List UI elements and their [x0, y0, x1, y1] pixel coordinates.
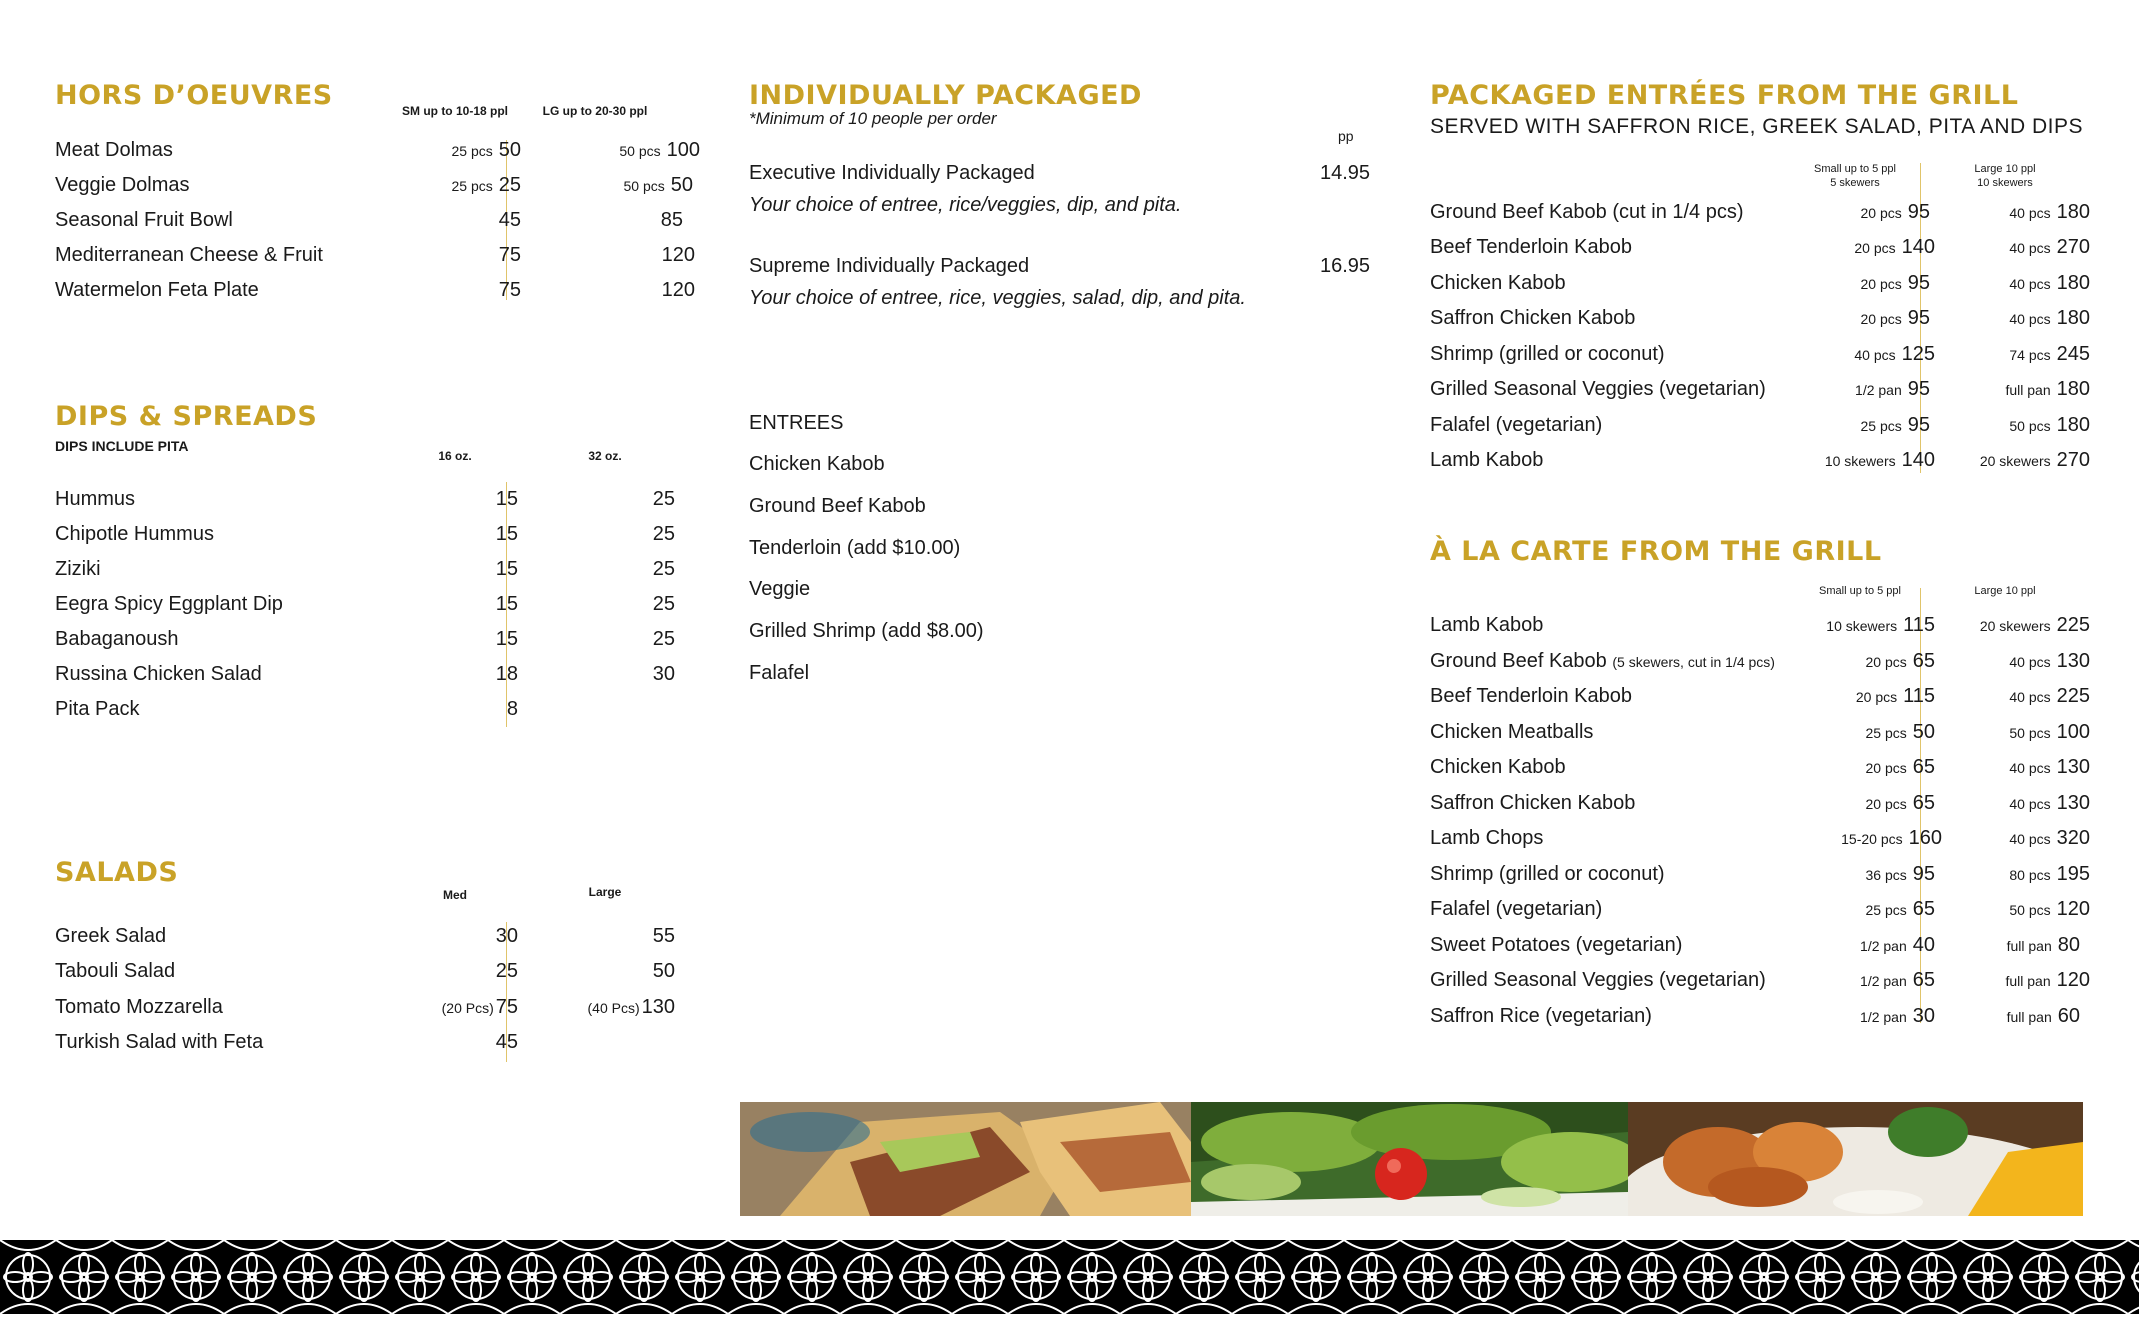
list-item: [55, 554, 675, 584]
item-small: 25: [495, 960, 518, 982]
entree-item: Falafel: [749, 662, 810, 684]
individual-note: *Minimum of 10 people per order: [749, 109, 997, 128]
dips-col-small: 16 oz.: [438, 449, 472, 463]
list-item: [55, 275, 695, 305]
pp-label: pp: [1338, 128, 1354, 144]
item-name: Greek Salad: [55, 925, 167, 947]
item-large: 25: [652, 488, 675, 510]
table-row: [1430, 1001, 2090, 1031]
table-row: [1430, 303, 2090, 333]
item-small: 30: [495, 925, 518, 947]
table-row: [1430, 197, 2090, 227]
table-row: [1430, 752, 2090, 782]
item-large: 50 pcs 120: [2009, 898, 2090, 920]
item-small: 20 pcs 95: [1860, 201, 1930, 223]
item-name: Turkish Salad with Feta: [55, 1031, 264, 1053]
table-row: [1430, 445, 2090, 475]
entree-item: Grilled Shrimp (add $8.00): [749, 620, 984, 642]
item-large: 40 pcs 130: [2009, 650, 2090, 672]
item-name: Shrimp (grilled or coconut): [1430, 343, 1665, 365]
item-name: Babaganoush: [55, 628, 179, 650]
item-small: 40 pcs 125: [1854, 343, 1935, 365]
alacarte-col-large: Large 10 ppl: [1974, 585, 2036, 597]
item-small: 15: [495, 488, 518, 510]
item-large: 120: [661, 244, 695, 266]
item-name: Falafel (vegetarian): [1430, 414, 1603, 436]
item-name: Ground Beef Kabob (cut in 1/4 pcs): [1430, 201, 1744, 223]
item-small: 15-20 pcs 160: [1841, 827, 1942, 849]
list-item: [55, 135, 700, 165]
item-name: Eegra Spicy Eggplant Dip: [55, 593, 283, 615]
item-small: 8: [506, 698, 518, 720]
item-large: 40 pcs 130: [2009, 792, 2090, 814]
table-row: [1430, 646, 2090, 676]
item-name: Russina Chicken Salad: [55, 663, 262, 685]
table-row: [1430, 788, 2090, 818]
table-row: [1430, 930, 2090, 960]
package-name: Executive Individually Packaged: [749, 162, 1035, 184]
item-small: 25 pcs 65: [1865, 898, 1935, 920]
item-small: 15: [495, 558, 518, 580]
salads-col-small: Med: [443, 888, 467, 902]
list-item: [55, 624, 675, 654]
item-name: Watermelon Feta Plate: [55, 279, 259, 301]
item-large: 40 pcs 180: [2009, 272, 2090, 294]
item-small: 1/2 pan 30: [1860, 1005, 1935, 1027]
item-large: 85: [660, 209, 683, 231]
item-large: 25: [652, 558, 675, 580]
item-name: Beef Tenderloin Kabob: [1430, 236, 1633, 258]
list-item: [55, 956, 675, 986]
item-large: 50 pcs 100: [619, 139, 700, 161]
item-name: Lamb Chops: [1430, 827, 1544, 849]
table-row: [1430, 894, 2090, 924]
item-name: Lamb Kabob: [1430, 614, 1544, 636]
wrap-sandwich-photo: [740, 1102, 1191, 1216]
item-small: 20 pcs 65: [1865, 792, 1935, 814]
item-name: Falafel (vegetarian): [1430, 898, 1603, 920]
item-large: 50 pcs 50: [623, 174, 693, 196]
item-name: Ground Beef Kabob (5 skewers, cut in 1/4 pcs): [1430, 650, 1775, 672]
item-name: Sweet Potatoes (vegetarian): [1430, 934, 1683, 956]
hors-title: HORS D’OEUVRES: [55, 80, 333, 111]
salads-col-large: Large: [588, 885, 622, 899]
entree-item: Tenderloin (add $10.00): [749, 537, 961, 559]
item-large: 25: [652, 593, 675, 615]
item-small: 75: [498, 279, 521, 301]
decorative-pattern-band: [0, 1240, 2139, 1314]
packaged-title: PACKAGED ENTRÉES FROM THE GRILL: [1430, 80, 2019, 111]
item-name: Grilled Seasonal Veggies (vegetarian): [1430, 969, 1766, 991]
table-row: [1430, 339, 2090, 369]
item-name: Beef Tenderloin Kabob: [1430, 685, 1633, 707]
list-item: [55, 519, 675, 549]
item-large: 25: [652, 628, 675, 650]
item-name: Saffron Chicken Kabob: [1430, 792, 1636, 814]
package-price: 14.95: [1320, 162, 1371, 184]
item-large: 20 skewers 270: [1979, 449, 2090, 471]
item-name: Grilled Seasonal Veggies (vegetarian): [1430, 378, 1766, 400]
item-name: Mediterranean Cheese & Fruit: [55, 244, 323, 266]
item-large: full pan 80: [2006, 934, 2080, 956]
alacarte-title: À LA CARTE FROM THE GRILL: [1430, 536, 1882, 567]
item-small: 1/2 pan 95: [1855, 378, 1930, 400]
packaged-subtitle: SERVED WITH SAFFRON RICE, GREEK SALAD, PITA AND DIPS: [1430, 115, 2084, 138]
item-name: Pita Pack: [55, 698, 140, 720]
table-row: [1430, 610, 2090, 640]
item-large: 40 pcs 320: [2009, 827, 2090, 849]
item-small: 20 pcs 95: [1860, 272, 1930, 294]
list-item: [55, 992, 675, 1022]
item-large: 25: [652, 523, 675, 545]
item-large: 120: [661, 279, 695, 301]
list-item: [55, 205, 683, 235]
item-small: 1/2 pan 40: [1860, 934, 1935, 956]
dips-col-large: 32 oz.: [588, 449, 622, 463]
item-large: 55: [652, 925, 675, 947]
list-item: [55, 170, 693, 200]
item-large: 74 pcs 245: [2009, 343, 2090, 365]
table-row: [1430, 717, 2090, 747]
item-small: 20 pcs 115: [1855, 685, 1935, 707]
item-name: Lamb Kabob: [1430, 449, 1544, 471]
item-large: full pan 180: [2005, 378, 2090, 400]
package-name: Supreme Individually Packaged: [749, 255, 1030, 277]
item-small: 25 pcs 25: [451, 174, 521, 196]
item-small: 1/2 pan 65: [1860, 969, 1935, 991]
dips-subtitle: DIPS INCLUDE PITA: [55, 438, 189, 454]
item-large: 40 pcs 180: [2009, 307, 2090, 329]
item-small: 20 pcs 65: [1865, 650, 1935, 672]
item-small: 25 pcs 95: [1860, 414, 1930, 436]
item-small: 20 pcs 65: [1865, 756, 1935, 778]
item-name: Chicken Meatballs: [1430, 721, 1594, 743]
salad-photo: [1191, 1102, 1628, 1216]
item-small: 10 skewers 140: [1824, 449, 1935, 471]
item-name: Chicken Kabob: [1430, 756, 1566, 778]
list-item: [55, 1027, 645, 1057]
list-item: [55, 240, 695, 270]
list-item: [55, 589, 675, 619]
item-small: 75: [498, 244, 521, 266]
item-large: 50 pcs 180: [2009, 414, 2090, 436]
item-large: full pan 120: [2005, 969, 2090, 991]
packaged-col-large: Large 10 ppl 10 skewers: [1974, 163, 2036, 189]
hors-col-small: SM up to 10-18 ppl: [401, 104, 508, 118]
list-item: [55, 659, 675, 689]
item-name: Seasonal Fruit Bowl: [55, 209, 233, 231]
item-name: Shrimp (grilled or coconut): [1430, 863, 1665, 885]
list-item: [55, 694, 645, 724]
item-name: Saffron Chicken Kabob: [1430, 307, 1636, 329]
alacarte-col-small: Small up to 5 ppl: [1819, 585, 1901, 597]
shrimp-photo: [1628, 1102, 2083, 1216]
item-small: 36 pcs 95: [1865, 863, 1935, 885]
individual-title: INDIVIDUALLY PACKAGED: [749, 80, 1142, 111]
table-row: [1430, 681, 2090, 711]
item-name: Hummus: [55, 488, 136, 510]
item-large: 30: [652, 663, 675, 685]
item-small: 25 pcs 50: [1865, 721, 1935, 743]
item-large: full pan 60: [2006, 1005, 2080, 1027]
item-name: Saffron Rice (vegetarian): [1430, 1005, 1652, 1027]
dips-title: DIPS & SPREADS: [55, 401, 318, 432]
item-small: 25 pcs 50: [451, 139, 521, 161]
table-row: [1430, 410, 2090, 440]
item-small: 15: [495, 593, 518, 615]
table-row: [1430, 965, 2090, 995]
item-small: 20 pcs 95: [1860, 307, 1930, 329]
item-small: 45: [498, 209, 521, 231]
item-large: 40 pcs 130: [2009, 756, 2090, 778]
item-small: 10 skewers 115: [1826, 614, 1935, 636]
item-large: 50 pcs 100: [2009, 721, 2090, 743]
entrees-title: ENTREES: [749, 412, 844, 434]
item-small: 18: [495, 663, 518, 685]
item-small: 45: [495, 1031, 518, 1053]
item-large: 40 pcs 225: [2009, 685, 2090, 707]
package-desc: Your choice of entree, rice/veggies, dip, and pita.: [749, 194, 1182, 216]
item-small: 15: [495, 628, 518, 650]
item-name: Chicken Kabob: [1430, 272, 1566, 294]
item-name: Veggie Dolmas: [55, 174, 190, 196]
list-item: [55, 484, 675, 514]
table-row: [1430, 374, 2090, 404]
item-name: Meat Dolmas: [55, 139, 173, 161]
hors-col-large: LG up to 20-30 ppl: [542, 104, 648, 118]
salads-title: SALADS: [55, 857, 179, 888]
item-name: Tabouli Salad: [55, 960, 176, 982]
entree-item: Chicken Kabob: [749, 453, 885, 475]
list-item: [55, 921, 675, 951]
table-row: [1430, 232, 2090, 262]
item-large: 20 skewers 225: [1979, 614, 2090, 636]
item-large: 80 pcs 195: [2009, 863, 2090, 885]
entree-item: Ground Beef Kabob: [749, 495, 926, 517]
entree-item: Veggie: [749, 578, 811, 600]
package-desc: Your choice of entree, rice, veggies, salad, dip, and pita.: [749, 287, 1246, 309]
item-small: (20 Pcs) 75: [441, 996, 518, 1018]
item-name: Chipotle Hummus: [55, 523, 214, 545]
item-large: 40 pcs 180: [2009, 201, 2090, 223]
item-name: Tomato Mozzarella: [55, 996, 223, 1018]
table-row: [1430, 268, 2090, 298]
item-name: Ziziki: [55, 558, 101, 580]
item-large: (40 Pcs) 130: [587, 996, 675, 1018]
package-price: 16.95: [1320, 255, 1371, 277]
table-row: [1430, 823, 2090, 853]
item-small: 20 pcs 140: [1854, 236, 1935, 258]
table-row: [1430, 859, 2090, 889]
item-small: 15: [495, 523, 518, 545]
packaged-col-small: Small up to 5 ppl 5 skewers: [1814, 163, 1896, 189]
item-large: 40 pcs 270: [2009, 236, 2090, 258]
item-large: 50: [652, 960, 675, 982]
